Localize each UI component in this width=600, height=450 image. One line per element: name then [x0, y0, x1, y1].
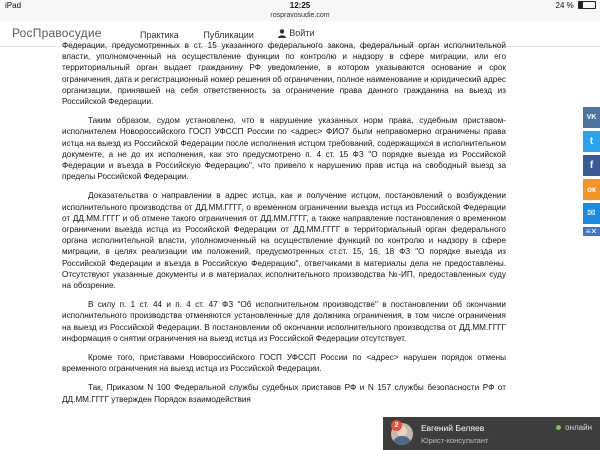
clock: 12:25 — [289, 1, 311, 10]
vk-icon: VK — [586, 114, 597, 121]
online-status — [556, 423, 592, 432]
share-more-button[interactable] — [583, 227, 600, 236]
address-bar[interactable]: rospravosudie.com — [0, 11, 600, 21]
main-nav — [140, 28, 358, 40]
consultant-role: Юрист-консультант — [421, 436, 489, 445]
online-dot-icon — [556, 425, 561, 430]
article-paragraph: Доказательства о направлении в адрес истца, как и получение истцом, постановлений о возбуждении исполнительного производства от ДД.ММ.ГГГГ, о временном ограничении выезда истца из Российской Федерации от ДД.ММ.ГГГГ и об отмене такого ограничения от ДД.ММ.ГГГГ, а также направление постановления о временном ограничении выезда истца из Российской Федерации от ДД.ММ.ГГГГ в территориальный орган федерального органа исполнительной власти, уполномоченный на осуществление функций по контролю и надзору в сфере миграции, в целях реализации им положений, предусмотренных ст.ст. 15, 16, 18 ФЗ "О порядке выезда из Российской Федерации и въезда в Российскую Федерацию", ответчиками в материалы дела не предоставлены. Отсутствуют указанные документы и в материалах исполнительного производства №-ИП, предоставленных суду на обозрение. — [62, 191, 506, 291]
battery-indicator — [556, 0, 596, 11]
twitter-share-button[interactable] — [583, 131, 600, 152]
article-paragraph: Федерации, предусмотренных в ст. 15 указанного федерального закона, федеральный орган исполнительной власти, уполномоченный на осуществление функции по контролю и надзору в сфере миграции, или его территориальный орган выдает гражданину РФ уведомление, в котором указываются основание и срок ограничения, дата и регистрационный номер решения об ограничении, полное наименование и юридический адрес организации, принявшей на себя ответственность за ограничение права данного гражданина на выезд из Российской Федерации. — [62, 41, 506, 107]
article-paragraph: Таким образом, судом установлено, что в нарушение указанных норм права, судебным приставом-исполнителем Новороссийского ГОСП УФССП России по <адрес> ФИО7 были неправомерно ограничены права истца на выезд из Российской Федерации после исполнения истцом требований, содержащихся в исполнительном документе, а не до их исполнения, как это предусмотрено п. 4 ст. 15 ФЗ "О порядке выезда из Российской Федерации и въезда в Российскую Федерацию", что привело к нарушению прав истца на свободный выезд за пределы Российской Федерации. — [62, 116, 506, 182]
nav-item-login[interactable] — [278, 28, 336, 38]
site-logo[interactable]: РосПравосудие — [12, 26, 102, 40]
mail-icon: ✉ — [587, 208, 596, 219]
article-paragraph: В силу п. 1 ст. 44 и п. 4 ст. 47 ФЗ "Об исполнительном производстве" в постановлении об окончании исполнительного производства отменяются установленные для должника ограничения, в том числе ограничения на выезд из Российской Федерации. В постановлении об окончании исполнительного производства от ДД.ММ.ГГГГ информация о снятии ограничения на выезд истца из Российской Федерации отсутствует. — [62, 300, 506, 343]
unread-badge: 2 — [391, 420, 402, 431]
battery-percent: 24 % — [555, 1, 574, 10]
article-body — [62, 40, 506, 413]
consultant-name: Евгений Беляев — [421, 423, 485, 433]
login-label: Войти — [289, 28, 315, 38]
vk-share-button[interactable] — [583, 107, 600, 128]
carrier-label: iPad — [5, 1, 22, 10]
nav-item-practice[interactable]: Практика — [140, 29, 179, 40]
facebook-icon: f — [589, 160, 594, 171]
social-share-bar — [583, 107, 600, 236]
article-paragraph: Так, Приказом N 100 Федеральной службы судебных приставов РФ и N 157 службы безопасности РФ от ДД.ММ.ГГГГ утвержден Порядок взаимодействия — [62, 383, 506, 404]
more-close-icon: ≡✕ — [585, 227, 598, 236]
facebook-share-button[interactable] — [583, 155, 600, 176]
battery-icon — [578, 1, 596, 9]
status-bar — [0, 0, 600, 11]
mail-share-button[interactable] — [583, 203, 600, 224]
twitter-icon: t — [589, 136, 594, 147]
nav-item-publications[interactable]: Публикации — [203, 29, 254, 40]
odnoklassniki-icon: ок — [587, 185, 596, 194]
user-icon — [278, 29, 286, 38]
status-label: онлайн — [565, 423, 592, 432]
chat-widget[interactable] — [383, 417, 600, 450]
odnoklassniki-share-button[interactable] — [583, 179, 600, 200]
article-paragraph: Кроме того, приставами Новороссийского ГОСП УФССП России по <адрес> нарушен порядок отмены временного ограничения на выезд истца из Российской Федерации. — [62, 353, 506, 374]
